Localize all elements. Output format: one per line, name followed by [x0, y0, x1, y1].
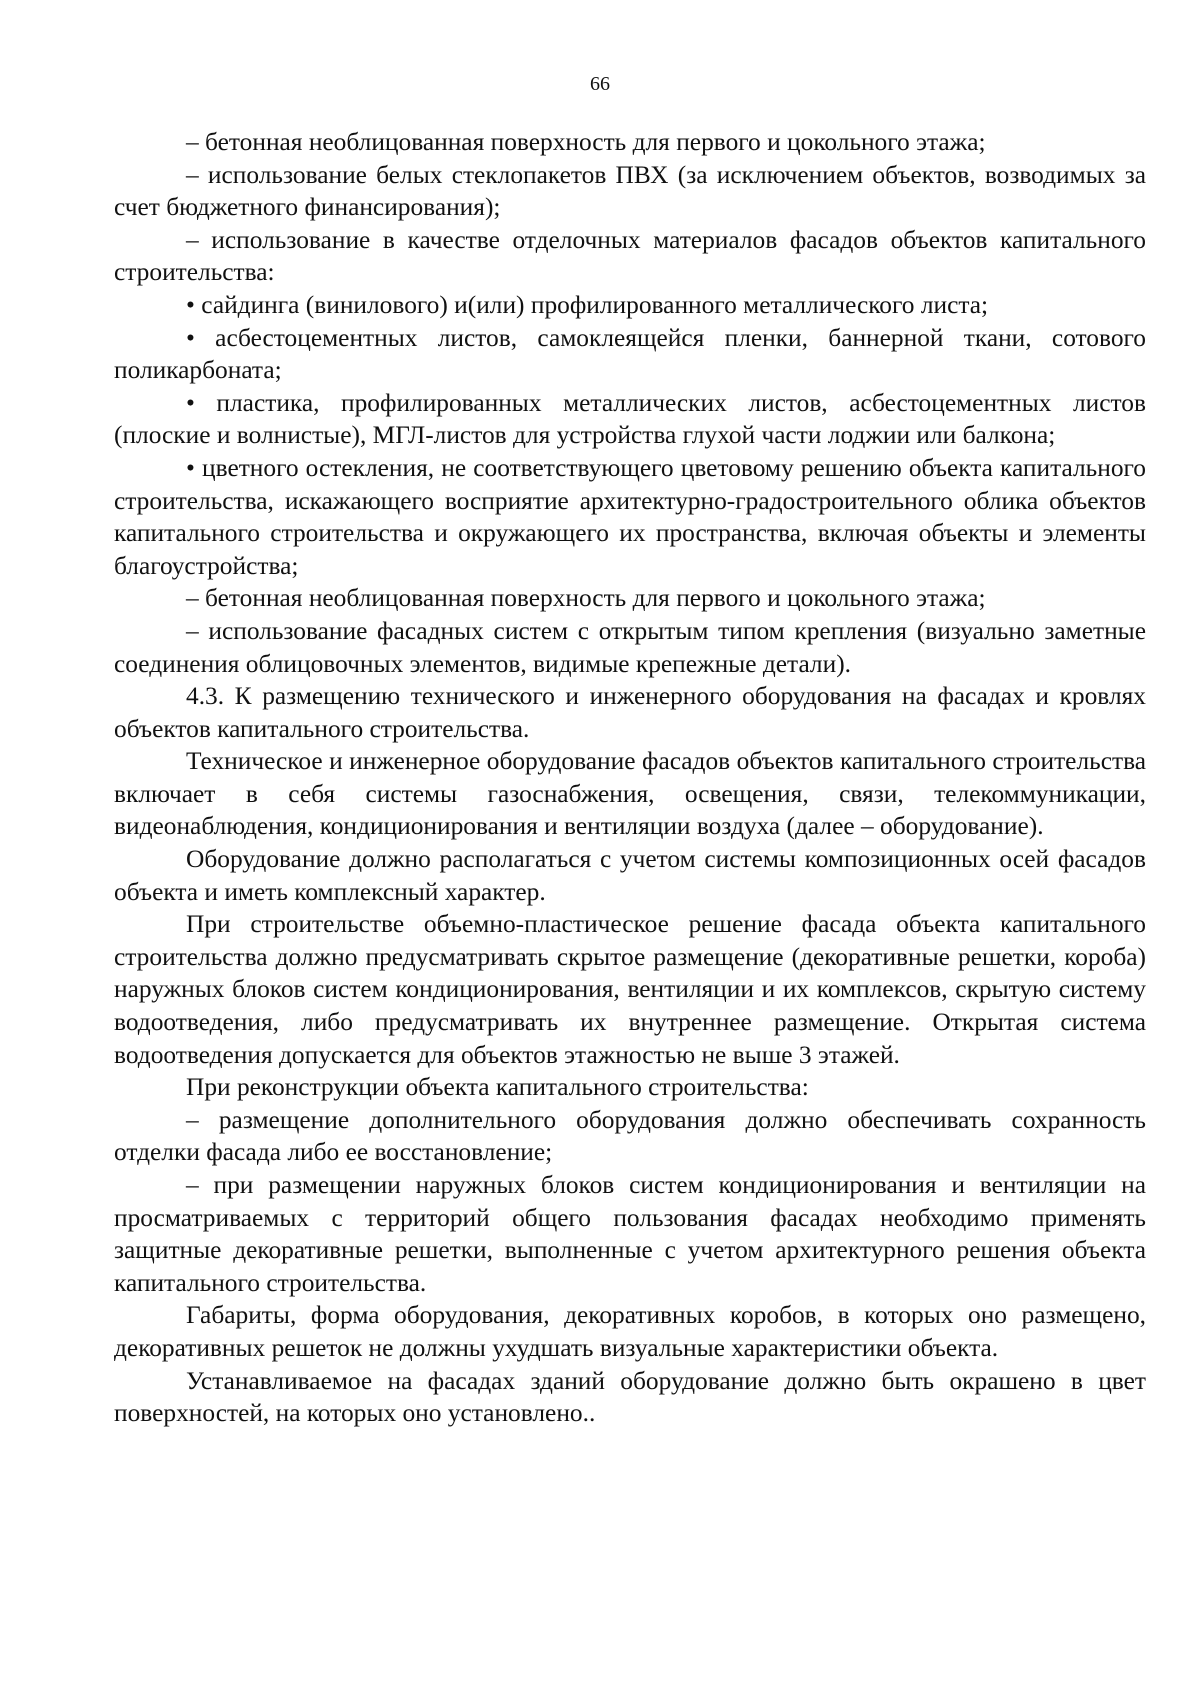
- paragraph: При реконструкции объекта капитального строительства:: [186, 1073, 809, 1102]
- paragraph: При строительстве объемно-пластическое решение фасада объекта капитального строительства должно предусматривать скрытое размещение (декоративные решетки, короба) наружных блоков систем кондиционирования, вентиляции и их комплексов, скрытую систему водоотведения, либо предусматривать их внутреннее размещение. Открытая система водоотведения допускается для объектов этажностью не выше 3 этажей.: [114, 910, 1146, 1069]
- paragraph: – при размещении наружных блоков систем кондиционирования и вентиляции на просматриваемых с территорий общего пользования фасадах необходимо применять защитные декоративные решетки, выполненные с учетом архитектурного решения объекта капитального строительства.: [114, 1171, 1146, 1297]
- page-number: 66: [590, 73, 610, 95]
- paragraph: – бетонная необлицованная поверхность для первого и цокольного этажа;: [186, 128, 986, 156]
- paragraph: Техническое и инженерное оборудование фасадов объектов капитального строительства включает в себя системы газоснабжения, освещения, связи, телекоммуникации, видеонаблюдения, кондиционирования и вентиляции воздуха (далее – оборудование).: [114, 747, 1146, 841]
- paragraph: – использование белых стеклопакетов ПВХ (за исключением объектов, возводимых за счет бюджетного финансирования);: [114, 160, 1146, 222]
- paragraph: – размещение дополнительного оборудования должно обеспечивать сохранность отделки фасада либо ее восстановление;: [114, 1105, 1146, 1167]
- bullet-item: • цветного остекления, не соответствующего цветовому решению объекта капитального строительства, искажающего восприятие архитектурно-градостроительного облика объектов капитального строительства и окружающего их пространства, включая объекты и элементы благоустройства;: [114, 453, 1146, 580]
- section-heading: 4.3. К размещению технического и инженерного оборудования на фасадах и кровлях объектов капитального строительства.: [114, 682, 1146, 743]
- bullet-item: • пластика, профилированных металлических листов, асбестоцементных листов (плоские и волнистые), МГЛ-листов для устройства глухой части лоджии или балкона;: [114, 388, 1146, 450]
- paragraph: – использование фасадных систем с открытым типом крепления (визуально заметные соединения облицовочных элементов, видимые крепежные детали).: [114, 616, 1146, 678]
- document-body: [114, 126, 1146, 1430]
- bullet-item: • сайдинга (винилового) и(или) профилированного металлического листа;: [186, 290, 989, 319]
- paragraph: Оборудование должно располагаться с учетом системы композиционных осей фасадов объекта и иметь комплексный характер.: [114, 845, 1146, 906]
- paragraph: – бетонная необлицованная поверхность для первого и цокольного этажа;: [186, 584, 986, 613]
- paragraph: – использование в качестве отделочных материалов фасадов объектов капитального строительства:: [114, 225, 1146, 287]
- bullet-item: • асбестоцементных листов, самоклеящейся пленки, баннерной ткани, сотового поликарбоната;: [114, 323, 1146, 385]
- paragraph: Устанавливаемое на фасадах зданий оборудование должно быть окрашено в цвет поверхностей, на которых оно установлено..: [114, 1366, 1146, 1428]
- paragraph: Габариты, форма оборудования, декоративных коробов, в которых оно размещено, декоративных решеток не должны ухудшать визуальные характеристики объекта.: [114, 1301, 1146, 1362]
